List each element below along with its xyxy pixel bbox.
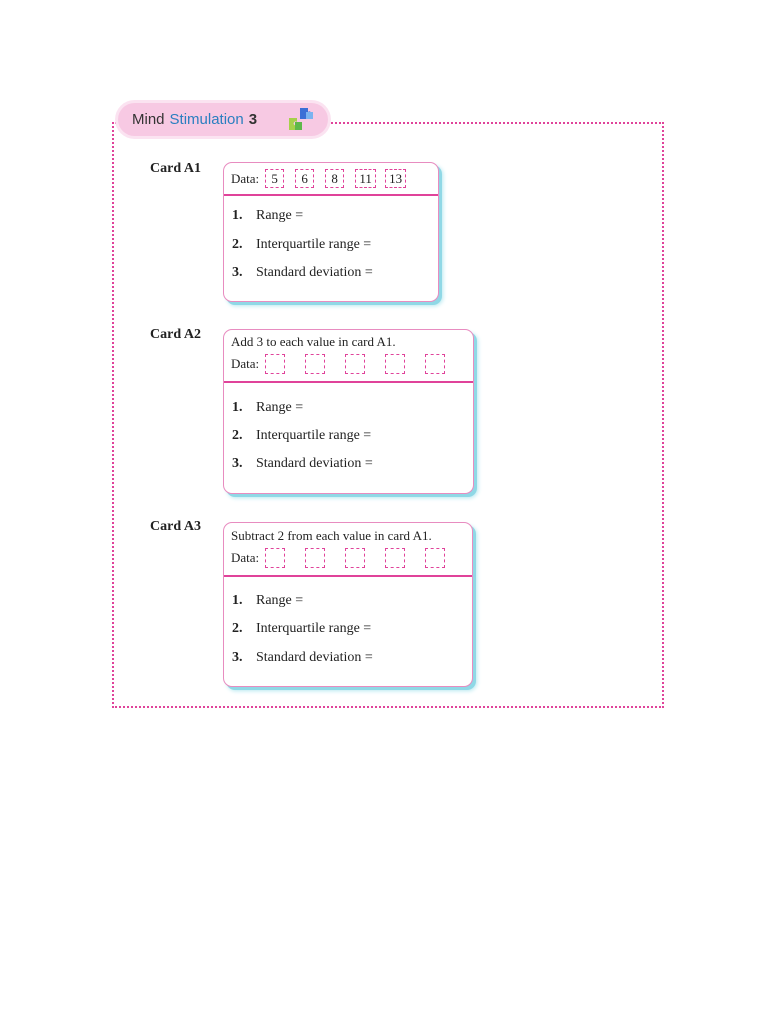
question-range — [232, 208, 303, 224]
card-a2-data-row — [231, 354, 445, 374]
answer-box[interactable] — [385, 354, 405, 374]
card-a3-label: Card A3 — [150, 519, 201, 534]
question-text: Range = — [256, 208, 304, 223]
answer-box[interactable] — [385, 548, 405, 568]
card-a2-label: Card A2 — [150, 327, 201, 342]
data-value-box: 11 — [355, 169, 376, 188]
question-std-dev — [232, 265, 373, 281]
card-a3-instruction: Subtract 2 from each value in card A1. — [231, 528, 432, 543]
card-a1 — [223, 162, 439, 302]
card-a2-instruction: Add 3 to each value in card A1. — [231, 334, 396, 349]
question-std-dev — [232, 456, 373, 472]
answer-box[interactable] — [305, 354, 325, 374]
question-text: Interquartile range = — [256, 621, 372, 636]
answer-box[interactable] — [425, 548, 445, 568]
card-a3-data-row — [231, 548, 445, 568]
question-iqr — [232, 237, 371, 253]
data-label: Data: — [231, 550, 260, 565]
question-number: 3. — [232, 265, 243, 280]
question-number: 1. — [232, 400, 243, 415]
question-text: Range = — [256, 400, 304, 415]
question-range — [232, 593, 303, 609]
question-text: Interquartile range = — [256, 237, 372, 252]
question-number: 3. — [232, 650, 243, 665]
question-text: Standard deviation = — [256, 456, 373, 471]
question-iqr — [232, 621, 371, 637]
title-word-stimulation: Stimulation — [169, 111, 244, 128]
data-label: Data: — [231, 170, 260, 186]
question-range — [232, 400, 303, 416]
answer-box[interactable] — [345, 548, 365, 568]
question-text: Interquartile range = — [256, 428, 372, 443]
answer-box[interactable] — [425, 354, 445, 374]
title-number: 3 — [248, 111, 258, 128]
data-value-box: 5 — [265, 169, 284, 188]
question-std-dev — [232, 650, 373, 666]
question-number: 2. — [232, 428, 243, 443]
card-a1-label: Card A1 — [150, 161, 201, 176]
question-iqr — [232, 428, 371, 444]
puzzle-pieces-icon — [286, 106, 316, 134]
data-value-box: 6 — [295, 169, 314, 188]
title-word-mind: Mind — [132, 111, 165, 128]
answer-box[interactable] — [305, 548, 325, 568]
data-value-box: 8 — [325, 169, 344, 188]
answer-box[interactable] — [265, 354, 285, 374]
answer-box[interactable] — [265, 548, 285, 568]
answer-box[interactable] — [345, 354, 365, 374]
question-number: 1. — [232, 208, 243, 223]
question-number: 1. — [232, 593, 243, 608]
data-value-box: 13 — [385, 169, 406, 188]
question-text: Range = — [256, 593, 304, 608]
question-number: 2. — [232, 237, 243, 252]
question-text: Standard deviation = — [256, 265, 373, 280]
card-a2 — [223, 329, 474, 494]
data-label: Data: — [231, 356, 260, 371]
card-a3 — [223, 522, 473, 687]
question-text: Standard deviation = — [256, 650, 373, 665]
card-a1-data-row — [231, 169, 406, 188]
question-number: 3. — [232, 456, 243, 471]
question-number: 2. — [232, 621, 243, 636]
